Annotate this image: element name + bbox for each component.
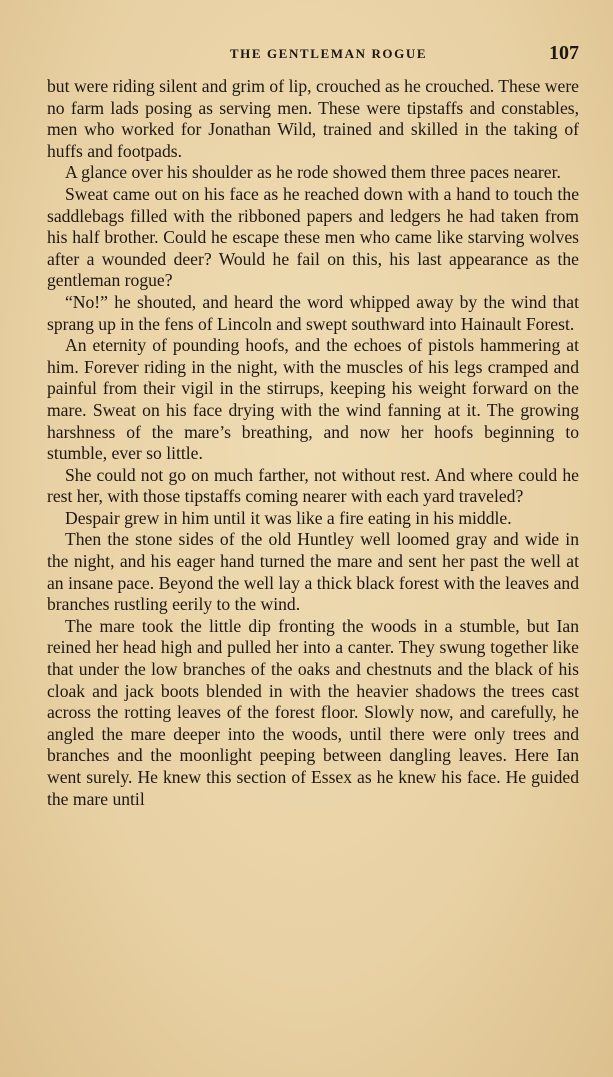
paragraph: A glance over his shoulder as he rode showed them three paces nearer. [65,162,561,183]
paragraph: She could not go on much farther, not without rest. And where could he rest her, with those tipstaffs coming nearer with each yard traveled? [47,464,579,507]
body-text [47,76,579,810]
paragraph: but were riding silent and grim of lip, crouched as he crouched. These were no farm lads posing as serving men. These were tipstaffs and constables, men who worked for Jonathan Wild, trained and skilled in the taking of huffs and footpads. [47,76,579,161]
paragraph: Despair grew in him until it was like a fire eating in his middle. [65,507,512,528]
paragraph: An eternity of pounding hoofs, and the echoes of pistols hammering at him. Forever riding in the night, with the muscles of his legs cramped and painful from their vigil in the stirrups, keeping his weight forward on the mare. Sweat on his face drying with the wind fanning at it. The growing harshness of the mare’s breathing, and now her hoofs beginning to stumble, ever so little. [47,335,579,464]
page-header [48,42,579,68]
paragraph: “No!” he shouted, and heard the word whipped away by the wind that sprang up in the fens of Lincoln and swept southward into Hainault Forest. [47,291,579,334]
paragraph: Then the stone sides of the old Huntley well loomed gray and wide in the night, and his eager hand turned the mare and sent her past the well at an insane pace. Beyond the well lay a thick black forest with the leaves and branches rustling eerily to the wind. [47,529,579,615]
paragraph: Sweat came out on his face as he reached down with a hand to touch the saddlebags filled with the ribboned papers and ledgers he had taken from his half brother. Could he escape these men who came like starving wolves after a wounded deer? Would he fail on this, his last appearance as the gentleman rogue? [47,183,579,291]
paragraph: The mare took the little dip fronting the woods in a stumble, but Ian reined her head high and pulled her into a canter. They swung together like that under the low branches of the oaks and chestnuts and the black of his cloak and jack boots blended in with the heavier shadows the trees cast across the rotting leaves of the forest floor. Slowly now, and carefully, he angled the mare deeper into the woods, until there were only trees and branches and the moonlight peeping between dangling leaves. Here Ian went surely. He knew this section of Essex as he knew his face. He guided the mare until [47,615,579,809]
running-title: THE GENTLEMAN ROGUE [229,46,428,61]
page-number: 107 [549,42,579,64]
